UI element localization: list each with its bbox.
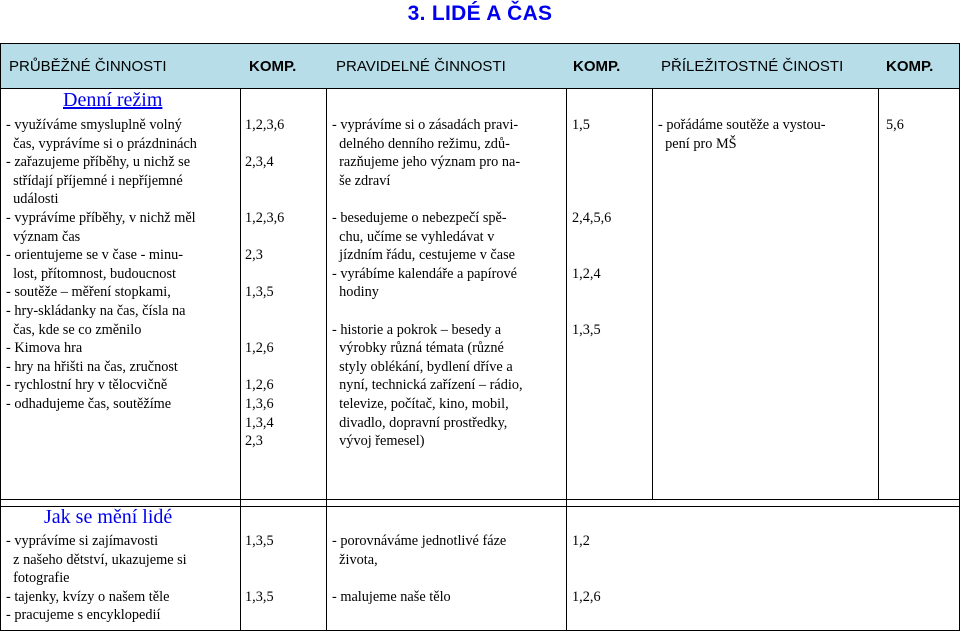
text-line: života, — [332, 551, 378, 568]
text-line — [332, 302, 523, 321]
text-line: čas, kde se co změnilo — [6, 321, 142, 338]
header-prubezne: PRŮBĚŽNÉ ČINNOSTI — [9, 58, 167, 75]
column-divider — [566, 88, 567, 631]
text-line: lost, přítomnost, budoucnost — [6, 265, 176, 282]
text-line: - pořádáme soutěže a vystou- — [658, 117, 826, 133]
text-line — [332, 569, 506, 588]
text-line: události — [6, 191, 59, 208]
text-line — [245, 172, 284, 191]
s2-komp1-text — [245, 532, 274, 606]
text-line: - soutěže – měření stopkami, — [6, 284, 171, 301]
text-line: 1,3,5 — [245, 533, 274, 549]
text-line: čas, vyprávíme si o prázdninách — [6, 135, 197, 152]
text-line: hodiny — [332, 284, 379, 301]
text-line: - besedujeme o nebezpečí spě- — [332, 209, 507, 226]
text-line — [572, 153, 611, 172]
text-line — [572, 172, 611, 191]
text-line: jízdním řádu, cestujeme v čase — [332, 247, 516, 264]
s1-prilezitostne-text — [658, 116, 826, 153]
text-line: 2,4,5,6 — [572, 209, 612, 226]
text-line: - odhadujeme čas, soutěžíme — [6, 395, 172, 412]
text-line: 1,2,6 — [245, 340, 274, 357]
text-line: - malujeme naše tělo — [332, 588, 451, 605]
text-line — [245, 265, 284, 284]
page-title: 3. LIDÉ A ČAS — [407, 2, 553, 25]
text-line: - orientujeme se v čase - minu- — [6, 247, 184, 264]
text-line — [245, 190, 284, 209]
text-line — [245, 551, 274, 570]
text-line: 1,3,5 — [245, 588, 274, 605]
text-line: - hry-skládanky na čas, čísla na — [6, 302, 186, 319]
s1-komp3-text — [886, 116, 904, 135]
text-line: 1,2,6 — [572, 588, 601, 605]
text-line — [245, 321, 284, 340]
text-line: divadlo, dopravní prostředky, — [332, 414, 508, 431]
section-divider — [0, 499, 960, 500]
text-line: 2,3 — [245, 433, 263, 450]
text-line: - vyprávíme si o zásadách pravi- — [332, 117, 519, 133]
s2-komp2-text — [572, 532, 601, 606]
text-line — [245, 228, 284, 247]
column-divider — [652, 88, 653, 499]
text-line: 2,3 — [245, 247, 263, 264]
text-line — [572, 551, 601, 570]
header-komp-2: KOMP. — [573, 58, 621, 75]
text-line — [332, 190, 523, 209]
s1-pravidelne-text — [332, 116, 523, 451]
column-divider — [240, 88, 241, 631]
text-line — [572, 135, 611, 154]
text-line: 5,6 — [886, 117, 904, 133]
header-pravidelne: PRAVIDELNÉ ČINNOSTI — [336, 58, 506, 75]
text-line: - vyprávíme si zajímavosti — [6, 533, 159, 549]
text-line: pení pro MŠ — [658, 135, 737, 152]
text-line: 1,2,3,6 — [245, 117, 285, 133]
text-line: razňujeme jeho význam pro na- — [332, 154, 521, 171]
text-line: 2,3,4 — [245, 154, 274, 171]
text-line: styly oblékání, bydlení dříve a — [332, 358, 513, 375]
text-line — [245, 358, 284, 377]
text-line: delného denního režimu, zdů- — [332, 135, 510, 152]
text-line: 1,2 — [572, 533, 590, 549]
section-title-denni-rezim: Denní režim — [63, 89, 163, 111]
column-divider — [0, 88, 1, 631]
text-line: 1,2,3,6 — [245, 209, 285, 226]
text-line — [572, 228, 611, 247]
column-header-row — [0, 43, 960, 89]
text-line: 1,3,5 — [245, 284, 274, 301]
text-line — [245, 302, 284, 321]
text-line — [572, 302, 611, 321]
s2-pravidelne-text — [332, 532, 506, 606]
text-line: - zařazujeme příběhy, u nichž se — [6, 154, 191, 171]
text-line: - historie a pokrok – besedy a — [332, 321, 502, 338]
text-line — [572, 569, 601, 588]
text-line: z našeho dětství, ukazujeme si — [6, 551, 187, 568]
text-line: - vyprávíme příběhy, v nichž měl — [6, 209, 196, 226]
text-line: - využíváme smysluplně volný — [6, 117, 182, 133]
text-line — [245, 135, 284, 154]
text-line: - pracujeme s encyklopedií — [6, 607, 161, 624]
column-divider — [878, 88, 879, 499]
text-line: vývoj řemesel) — [332, 433, 425, 450]
text-line: 1,3,5 — [572, 321, 601, 338]
text-line: - rychlostní hry v tělocvičně — [6, 377, 168, 394]
text-line: výrobky různá témata (různé — [332, 340, 504, 357]
text-line: 1,2,6 — [245, 377, 274, 394]
header-komp-3: KOMP. — [886, 58, 934, 75]
s2-prubezne-text — [6, 532, 187, 625]
text-line: - vyrábíme kalendáře a papírové — [332, 265, 517, 282]
text-line: - porovnáváme jednotlivé fáze — [332, 533, 507, 549]
text-line: - tajenky, kvízy o našem těle — [6, 588, 170, 605]
text-line: še zdraví — [332, 172, 391, 189]
header-prilezitostne: PŘÍLEŽITOSTNÉ ČINOSTI — [661, 58, 844, 75]
header-komp-1: KOMP. — [249, 58, 297, 75]
text-line: chu, učíme se vyhledávat v — [332, 228, 495, 245]
text-line: význam čas — [6, 228, 81, 245]
s1-komp1-text — [245, 116, 284, 451]
text-line: 1,3,4 — [245, 414, 274, 431]
text-line: televize, počítač, kino, mobil, — [332, 395, 509, 412]
text-line — [572, 283, 611, 302]
s1-prubezne-text — [6, 116, 197, 414]
text-line: 1,3,6 — [245, 395, 274, 412]
s1-komp2-text — [572, 116, 611, 339]
text-line — [572, 246, 611, 265]
text-line: - hry na hřišti na čas, zručnost — [6, 358, 178, 375]
column-divider — [326, 88, 327, 631]
text-line — [572, 190, 611, 209]
text-line: fotografie — [6, 570, 70, 587]
text-line: 1,5 — [572, 117, 590, 133]
text-line: střídají příjemné i nepříjemné — [6, 172, 183, 189]
text-line: 1,2,4 — [572, 265, 601, 282]
section-title-jak-se-meni-lide: Jak se mění lidé — [44, 506, 173, 528]
text-line — [245, 569, 274, 588]
text-line: - Kimova hra — [6, 340, 83, 357]
text-line: nyní, technická zařízení – rádio, — [332, 377, 523, 394]
